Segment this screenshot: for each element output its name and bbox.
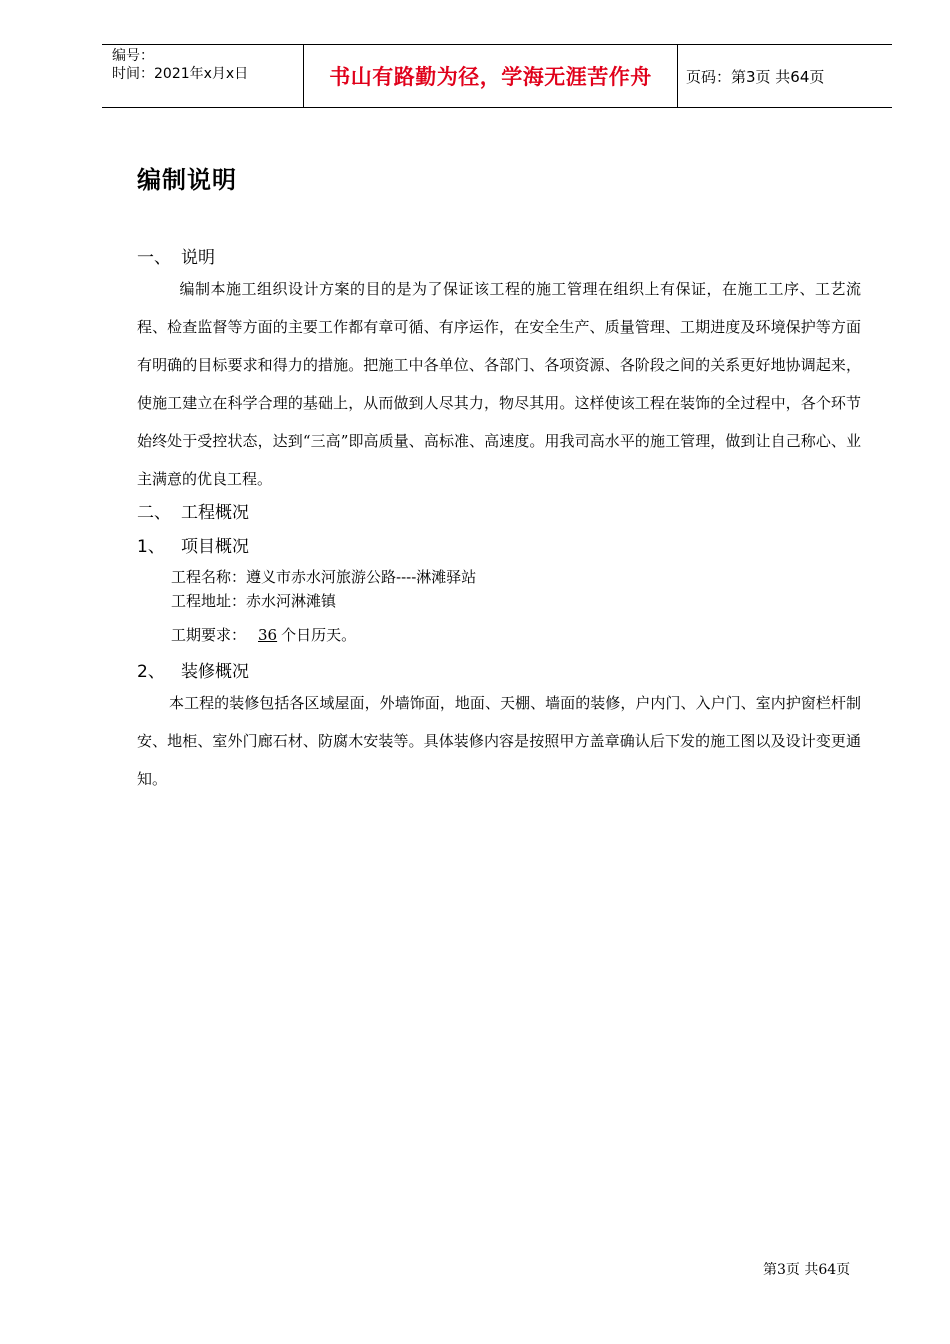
paragraph-text: 编制本施工组织设计方案的目的是为了保证该工程的施工管理在组织上有保证，在施工工序、工艺流程、检查监督等方面的主要工作都有章可循、有序运作，在安全生产、质量管理、工期进度及环境保护等方面有明确的目标要求和得力的措施。把施工中各单位、各部门、各项资源、各阶段之间的关系更好地协调起来，使施工建立在科学合理的基础上，从而做到人尽其力，物尽其用。这样使该工程在装饰的全过程中，各个环节始终处于受控状态，达到“三高”即高质量、高标准、高速度。用我司高水平的施工管理，做到让自己称心、业主满意的优良工程。 (137, 280, 861, 488)
paragraph-text: 本工程的装修包括各区域屋面，外墙饰面，地面、天棚、墙面的装修，户内门、入户门、室内护窗栏杆制安、地柜、室外门廊石材、防腐木安装等。具体装修内容是按照甲方盖章确认后下发的施工图以及设计变更通知。 (137, 694, 861, 788)
header-page-label: 页码：第3页 共64页 (686, 67, 825, 86)
section-number: 一、 (137, 248, 171, 268)
document-number-label: 编号： (112, 48, 154, 64)
header-left-cell (102, 45, 304, 107)
duration-value: 36 (258, 626, 278, 644)
header-motto: 书山有路勤为径，学海无涯苦作舟 (304, 45, 678, 107)
subsection-heading-2 (137, 657, 249, 682)
section-title: 说明 (181, 248, 215, 268)
duration-line (171, 624, 356, 646)
project-name-line: 工程名称：遵义市赤水河旅游公路----淋滩驿站 (171, 568, 477, 586)
subsection-title: 项目概况 (181, 537, 249, 557)
project-address-line: 工程地址：赤水河淋滩镇 (171, 592, 337, 610)
subsection-title: 装修概况 (181, 662, 249, 682)
sub2-paragraph (137, 684, 861, 798)
document-title: 编制说明 (137, 166, 237, 194)
section1-paragraph (137, 270, 861, 498)
subsection-heading-1 (137, 532, 249, 557)
page-header (102, 44, 892, 108)
subsection-number: 2、 (137, 662, 165, 682)
section-number: 二、 (137, 503, 171, 523)
page-footer: 第3页 共64页 (763, 1262, 851, 1278)
section-title: 工程概况 (181, 503, 249, 523)
duration-label: 工期要求： (171, 626, 247, 644)
subsection-number: 1、 (137, 537, 165, 557)
document-time-label: 时间：2021年x月x日 (112, 66, 249, 82)
duration-suffix: 个日历天。 (281, 626, 357, 644)
section-heading-2 (137, 498, 249, 523)
section-heading-1 (137, 243, 215, 268)
